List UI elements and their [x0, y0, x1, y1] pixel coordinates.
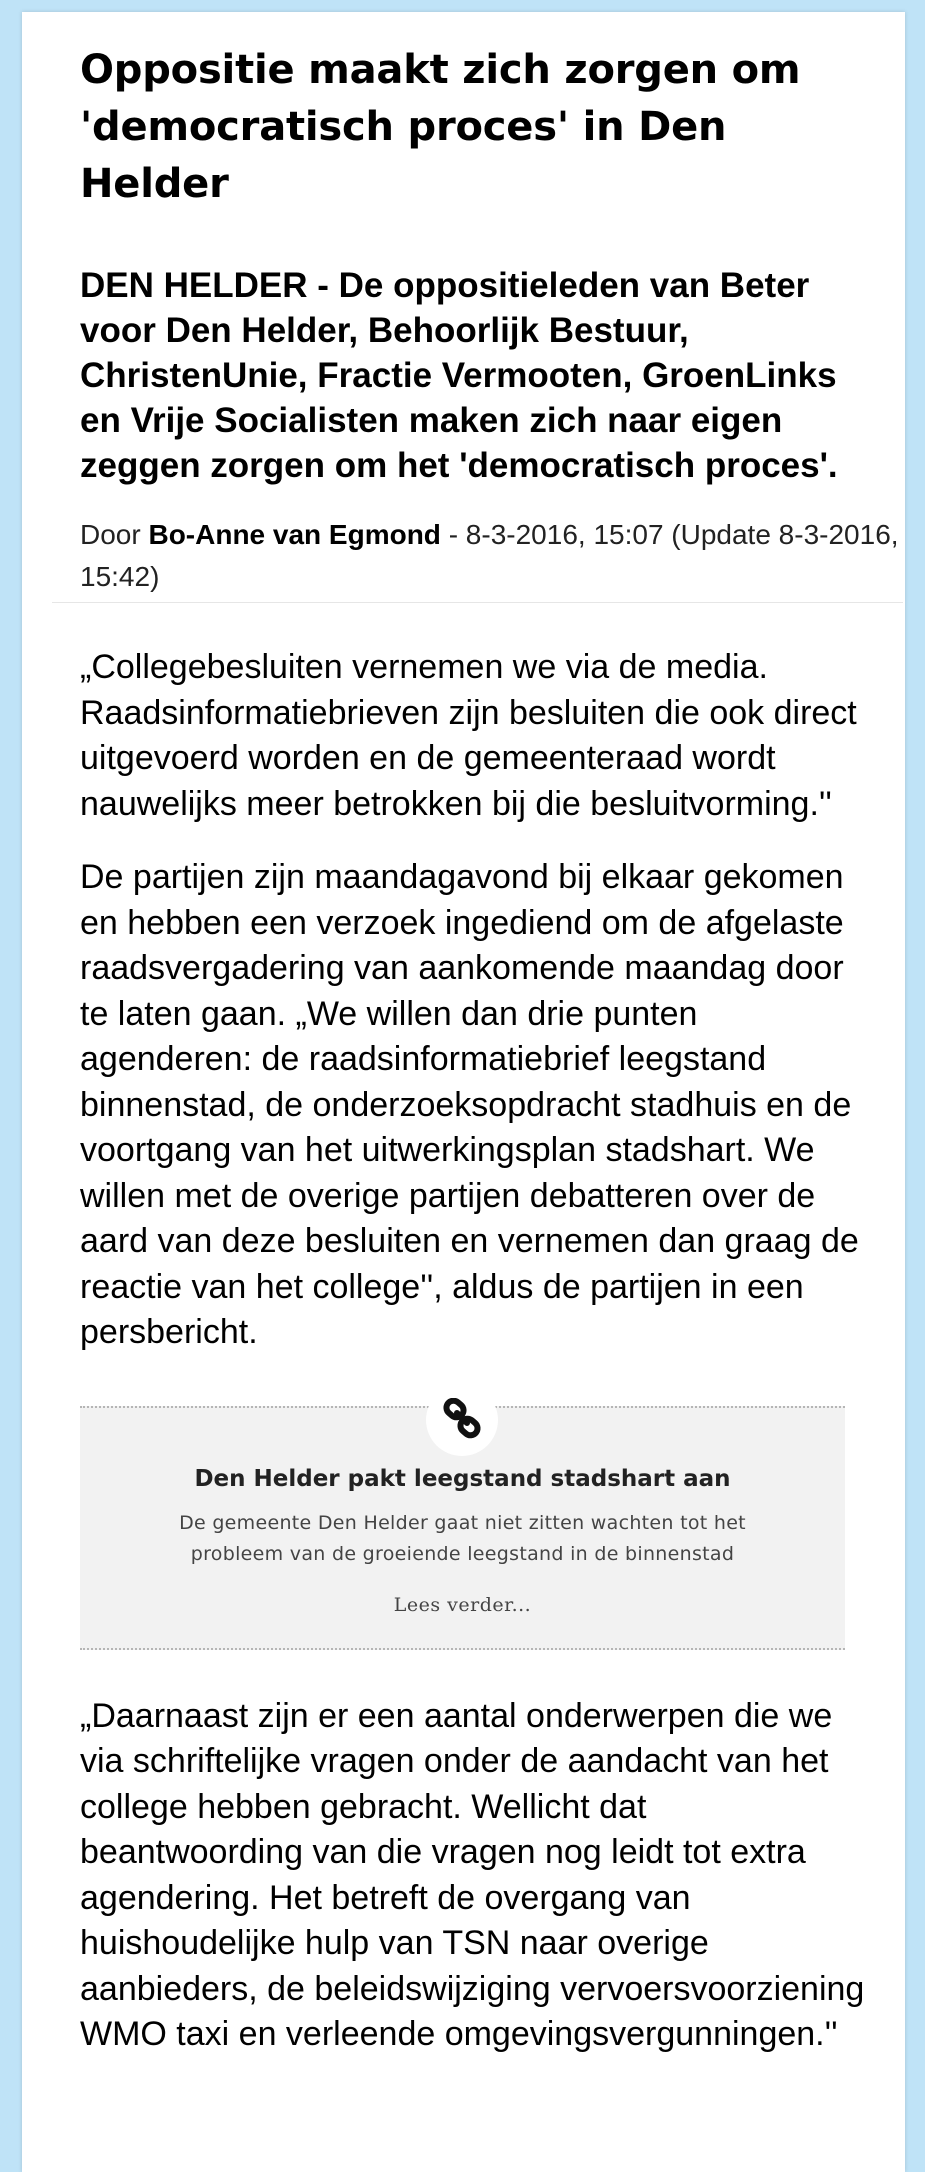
- article-card: [22, 12, 905, 2172]
- byline-prefix: Door: [80, 519, 149, 550]
- read-more-link[interactable]: Lees verder...: [393, 1593, 532, 1616]
- article-body: [80, 645, 865, 2058]
- related-article-description: De gemeente Den Helder gaat niet zitten wachten tot het probleem van de groeiende leegstand in de binnenstad: [179, 1511, 746, 1565]
- article-lead: DEN HELDER - De oppositieleden van Beter voor Den Helder, Behoorlijk Bestuur, ChristenUnie, Fractie Vermooten, GroenLinks en Vrije Socialisten maken zich naar eigen zeggen zorgen om het 'democratisch proces'.: [80, 266, 838, 485]
- article-title: Oppositie maakt zich zorgen om 'democratisch proces' in Den Helder: [80, 47, 801, 207]
- article-paragraph: „Daarnaast zijn er een aantal onderwerpen die we via schriftelijke vragen onder de aandacht van het college hebben gebracht. Wellicht dat beantwoording van die vragen nog leidt tot extra agendering. Het betreft de overgang van huishoudelijke hulp van TSN naar overige aanbieders, de beleidswijziging vervoersvoorziening WMO taxi en verleende omgevingsvergunningen.'': [80, 1696, 865, 2053]
- byline-date: - 8-3-2016, 15:07 (Update 8-3-2016, 15:42): [80, 519, 899, 592]
- byline-author[interactable]: Bo-Anne van Egmond: [148, 519, 441, 550]
- article-paragraph: De partijen zijn maandagavond bij elkaar gekomen en hebben een verzoek ingediend om de afgelaste raadsvergadering van aankomende maandag door te laten gaan. „We willen dan drie punten agenderen: de raadsinformatiebrief leegstand binnenstad, de onderzoeksopdracht stadhuis en de voortgang van het uitwerkingsplan stadshart. We willen met de overige partijen debatteren over de aard van deze besluiten en vernemen dan graag de reactie van het college'', aldus de partijen in een persbericht.: [80, 858, 859, 1351]
- article-byline: [52, 514, 903, 603]
- link-icon-circle: [426, 1384, 498, 1456]
- related-article-box[interactable]: [80, 1406, 845, 1650]
- article-paragraph: „Collegebesluiten vernemen we via de media. Raadsinformatiebrieven zijn besluiten die ook direct uitgevoerd worden en de gemeenteraad wordt nauwelijks meer betrokken bij die besluitvorming.'': [80, 648, 857, 823]
- related-article-title[interactable]: Den Helder pakt leegstand stadshart aan: [194, 1465, 731, 1492]
- link-icon: [442, 1398, 482, 1440]
